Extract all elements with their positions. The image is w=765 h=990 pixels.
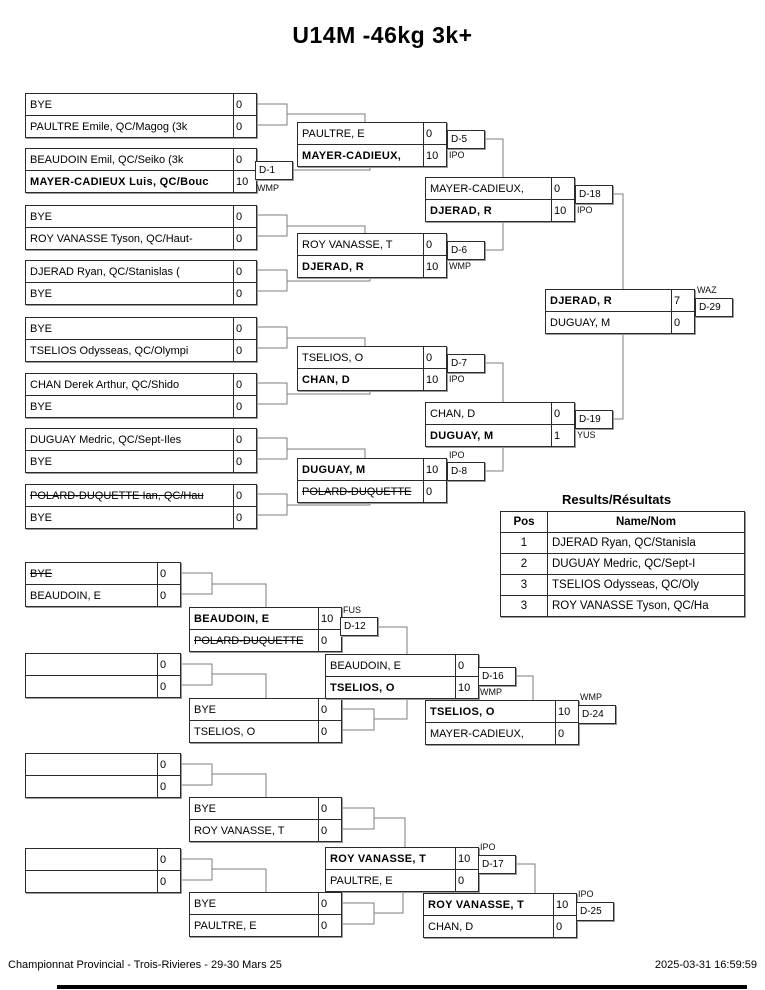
player-row — [298, 123, 446, 144]
player-row — [190, 629, 341, 651]
player-score: 0 — [157, 563, 180, 584]
player-name: BEAUDOIN Emil, QC/Seiko (3k — [30, 153, 184, 166]
match-d29-final — [545, 289, 695, 334]
player-name: ROY VANASSE Tyson, QC/Haut- — [30, 232, 193, 245]
player-row — [26, 318, 256, 339]
match-d17 — [325, 847, 479, 892]
match-label-d16: D-16 — [478, 667, 516, 686]
player-score: 0 — [233, 261, 256, 282]
player-score: 0 — [423, 481, 446, 502]
player-row — [426, 722, 578, 744]
match-label-d6: D-6 — [447, 241, 485, 260]
match-d6 — [297, 233, 447, 278]
match-r1-7 — [25, 428, 257, 473]
match-rep-bye-paultre — [189, 892, 342, 937]
player-score: 0 — [233, 507, 256, 528]
player-name: PAULTRE, E — [302, 127, 365, 140]
match-d5 — [297, 122, 447, 167]
player-score: 10 — [423, 459, 446, 480]
player-name: BYE — [30, 455, 53, 468]
player-name: PAULTRE Emile, QC/Magog (3k — [30, 120, 188, 133]
match-r1-1 — [25, 93, 257, 138]
result-position: 3 — [501, 596, 548, 617]
player-name: BYE — [194, 703, 217, 716]
match-rep-bye-royvanasse — [189, 797, 342, 842]
player-name: CHAN, D — [430, 407, 476, 420]
player-name: BEAUDOIN, E — [194, 612, 270, 625]
results-row — [501, 575, 745, 596]
player-name: BYE — [30, 511, 53, 524]
player-row — [424, 894, 576, 915]
player-name: BEAUDOIN, E — [330, 659, 401, 672]
results-row — [501, 533, 745, 554]
match-label-d18: D-18 — [575, 185, 613, 204]
player-score: 0 — [423, 347, 446, 368]
match-d19 — [425, 402, 575, 447]
player-score: 0 — [455, 870, 478, 891]
player-score: 0 — [233, 283, 256, 304]
player-row — [426, 178, 574, 199]
results-title: Results/Résultats — [561, 492, 672, 507]
player-score: 0 — [455, 655, 478, 676]
win-code-d17: IPO — [480, 842, 496, 852]
player-score: 0 — [233, 429, 256, 450]
win-code-d5: IPO — [449, 150, 465, 160]
results-header-pos: Pos — [501, 512, 548, 533]
result-name: DJERAD Ryan, QC/Stanisla — [548, 533, 745, 554]
player-row — [26, 149, 256, 170]
win-code-d16: WMP — [480, 687, 502, 697]
player-score: 0 — [551, 403, 574, 424]
player-row — [26, 849, 180, 870]
win-code-d12: FUS — [343, 605, 361, 615]
player-name: BYE — [30, 98, 53, 111]
player-row — [26, 654, 180, 675]
player-score: 0 — [157, 754, 180, 775]
player-score: 10 — [551, 200, 574, 221]
win-code-d25: IPO — [578, 889, 594, 899]
player-row — [190, 914, 341, 936]
player-name: ROY VANASSE, T — [302, 238, 393, 251]
player-row — [26, 429, 256, 450]
player-row — [546, 311, 694, 333]
match-label-d7: D-7 — [447, 354, 485, 373]
match-rep-empty-1 — [25, 653, 181, 698]
player-row — [298, 480, 446, 502]
player-score: 10 — [455, 848, 478, 869]
player-row — [326, 655, 478, 676]
match-r1-2 — [25, 148, 257, 193]
player-score: 10 — [455, 677, 478, 698]
result-name: TSELIOS Odysseas, QC/Oly — [548, 575, 745, 596]
player-name: MAYER-CADIEUX, — [430, 182, 524, 195]
player-row — [298, 144, 446, 166]
player-row — [26, 675, 180, 697]
player-score: 0 — [233, 228, 256, 249]
match-rep-1 — [25, 562, 181, 607]
match-label-d24: D-24 — [578, 705, 616, 724]
result-name: DUGUAY Medric, QC/Sept-I — [548, 554, 745, 575]
footer-event-info: Championnat Provincial - Trois-Rivieres - 29-30 Mars 25 — [8, 959, 282, 971]
player-row — [26, 506, 256, 528]
win-code-d6: WMP — [449, 261, 471, 271]
player-row — [190, 893, 341, 914]
player-score: 0 — [318, 721, 341, 742]
player-name: ROY VANASSE, T — [194, 824, 285, 837]
match-d18 — [425, 177, 575, 222]
match-label-d5: D-5 — [447, 130, 485, 149]
player-score: 0 — [233, 318, 256, 339]
player-score: 7 — [671, 290, 694, 311]
player-row — [26, 563, 180, 584]
player-name: POLARD-DUQUETTE — [302, 485, 412, 498]
player-name: ROY VANASSE, T — [428, 898, 525, 911]
player-row — [26, 115, 256, 137]
results-row — [501, 596, 745, 617]
player-row — [426, 403, 574, 424]
footer-timestamp: 2025-03-31 16:59:59 — [654, 959, 757, 971]
player-score: 0 — [233, 485, 256, 506]
match-rep-empty-3 — [25, 848, 181, 893]
match-r1-6 — [25, 373, 257, 418]
player-score: 10 — [423, 145, 446, 166]
player-row — [546, 290, 694, 311]
match-d12 — [189, 607, 342, 652]
player-score: 10 — [233, 171, 256, 192]
win-code-d1: WMP — [257, 183, 279, 193]
match-label-d8: D-8 — [447, 462, 485, 481]
match-d24 — [425, 700, 579, 745]
player-name: ROY VANASSE, T — [330, 852, 427, 865]
player-score: 0 — [233, 340, 256, 361]
player-name: TSELIOS, O — [430, 705, 495, 718]
player-score: 0 — [318, 798, 341, 819]
player-row — [26, 485, 256, 506]
player-row — [426, 701, 578, 722]
player-name: DJERAD, R — [550, 294, 612, 307]
player-row — [326, 848, 478, 869]
win-code-d29: WAZ — [697, 285, 717, 295]
player-name: MAYER-CADIEUX, — [302, 149, 402, 162]
player-score: 0 — [423, 234, 446, 255]
player-score: 0 — [233, 149, 256, 170]
player-score: 0 — [157, 654, 180, 675]
match-label-d29: D-29 — [695, 298, 733, 317]
player-row — [190, 798, 341, 819]
player-name: POLARD-DUQUETTE — [194, 634, 304, 647]
player-name: DJERAD, R — [302, 260, 364, 273]
player-score: 0 — [318, 699, 341, 720]
player-score: 0 — [233, 94, 256, 115]
match-rep-empty-2 — [25, 753, 181, 798]
player-row — [26, 206, 256, 227]
match-d16 — [325, 654, 479, 699]
player-score: 1 — [551, 425, 574, 446]
player-name: MAYER-CADIEUX, — [430, 727, 524, 740]
player-row — [26, 94, 256, 115]
player-row — [26, 754, 180, 775]
player-row — [190, 608, 341, 629]
player-score: 0 — [157, 849, 180, 870]
player-name: CHAN, D — [302, 373, 350, 386]
player-name: DUGUAY, M — [302, 463, 366, 476]
player-score: 0 — [233, 206, 256, 227]
player-row — [26, 170, 256, 192]
match-label-d19: D-19 — [575, 410, 613, 429]
match-r1-5 — [25, 317, 257, 362]
player-row — [298, 368, 446, 390]
player-row — [26, 282, 256, 304]
player-score: 0 — [318, 630, 341, 651]
match-label-d17: D-17 — [478, 855, 516, 874]
player-name: POLARD-DUQUETTE Ian, QC/Hau — [30, 489, 204, 502]
player-name: DJERAD, R — [430, 204, 492, 217]
player-name: DUGUAY, M — [550, 316, 611, 329]
player-name: BYE — [30, 322, 53, 335]
player-name: BYE — [30, 400, 53, 413]
player-row — [26, 339, 256, 361]
player-score: 0 — [157, 676, 180, 697]
player-score: 0 — [671, 312, 694, 333]
player-name: BYE — [30, 567, 53, 580]
player-score: 10 — [318, 608, 341, 629]
player-score: 0 — [157, 871, 180, 892]
player-name: TSELIOS, O — [194, 725, 256, 738]
player-row — [298, 234, 446, 255]
results-header-name: Name/Nom — [548, 512, 745, 533]
player-row — [26, 775, 180, 797]
player-score: 10 — [555, 701, 578, 722]
player-name: TSELIOS, O — [330, 681, 395, 694]
player-name: BYE — [30, 287, 53, 300]
player-row — [426, 424, 574, 446]
player-name: BYE — [194, 897, 217, 910]
player-row — [424, 915, 576, 937]
player-row — [298, 347, 446, 368]
player-row — [298, 255, 446, 277]
win-code-d8: IPO — [449, 450, 465, 460]
player-name: MAYER-CADIEUX Luis, QC/Bouc — [30, 175, 209, 188]
player-name: TSELIOS, O — [302, 351, 364, 364]
player-score: 0 — [318, 820, 341, 841]
player-name: TSELIOS Odysseas, QC/Olympi — [30, 344, 189, 357]
player-name: BYE — [194, 802, 217, 815]
match-label-d1: D-1 — [255, 161, 293, 180]
match-r1-3 — [25, 205, 257, 250]
win-code-d7: IPO — [449, 374, 465, 384]
page-title: U14M -46kg 3k+ — [292, 22, 473, 48]
player-score: 0 — [233, 451, 256, 472]
player-name: DJERAD Ryan, QC/Stanislas ( — [30, 265, 180, 278]
player-score: 0 — [551, 178, 574, 199]
match-r1-4 — [25, 260, 257, 305]
results-table — [500, 511, 745, 617]
player-score: 10 — [423, 256, 446, 277]
player-row — [190, 699, 341, 720]
results-row — [501, 554, 745, 575]
win-code-d18: IPO — [577, 205, 593, 215]
match-label-d25: D-25 — [576, 902, 614, 921]
player-score: 0 — [233, 396, 256, 417]
win-code-d19: YUS — [577, 430, 596, 440]
match-d25 — [423, 893, 577, 938]
match-r1-8 — [25, 484, 257, 529]
player-row — [190, 720, 341, 742]
player-score: 0 — [423, 123, 446, 144]
match-d8 — [297, 458, 447, 503]
player-score: 0 — [318, 915, 341, 936]
player-name: BYE — [30, 210, 53, 223]
player-row — [26, 395, 256, 417]
player-row — [190, 819, 341, 841]
player-name: CHAN Derek Arthur, QC/Shido — [30, 378, 180, 391]
player-name: BEAUDOIN, E — [30, 589, 101, 602]
player-name: CHAN, D — [428, 920, 474, 933]
player-score: 0 — [233, 116, 256, 137]
player-score: 0 — [553, 916, 576, 937]
player-row — [326, 869, 478, 891]
player-row — [326, 676, 478, 698]
result-position: 1 — [501, 533, 548, 554]
player-name: DUGUAY Medric, QC/Sept-Iles — [30, 433, 182, 446]
results-header-row — [501, 512, 745, 533]
player-row — [26, 261, 256, 282]
player-score: 0 — [555, 723, 578, 744]
player-row — [26, 450, 256, 472]
player-row — [26, 584, 180, 606]
match-label-d12: D-12 — [340, 617, 378, 636]
player-score: 0 — [318, 893, 341, 914]
win-code-d24: WMP — [580, 692, 602, 702]
result-name: ROY VANASSE Tyson, QC/Ha — [548, 596, 745, 617]
player-row — [26, 227, 256, 249]
player-row — [426, 199, 574, 221]
player-score: 10 — [553, 894, 576, 915]
bottom-edge-bar — [57, 985, 747, 989]
player-score: 0 — [157, 776, 180, 797]
player-name: PAULTRE, E — [194, 919, 257, 932]
result-position: 2 — [501, 554, 548, 575]
player-score: 10 — [423, 369, 446, 390]
player-score: 0 — [157, 585, 180, 606]
player-row — [298, 459, 446, 480]
match-d7 — [297, 346, 447, 391]
player-name: PAULTRE, E — [330, 874, 393, 887]
match-rep-bye-tselios — [189, 698, 342, 743]
player-row — [26, 374, 256, 395]
player-row — [26, 870, 180, 892]
player-score: 0 — [233, 374, 256, 395]
player-name: DUGUAY, M — [430, 429, 494, 442]
result-position: 3 — [501, 575, 548, 596]
